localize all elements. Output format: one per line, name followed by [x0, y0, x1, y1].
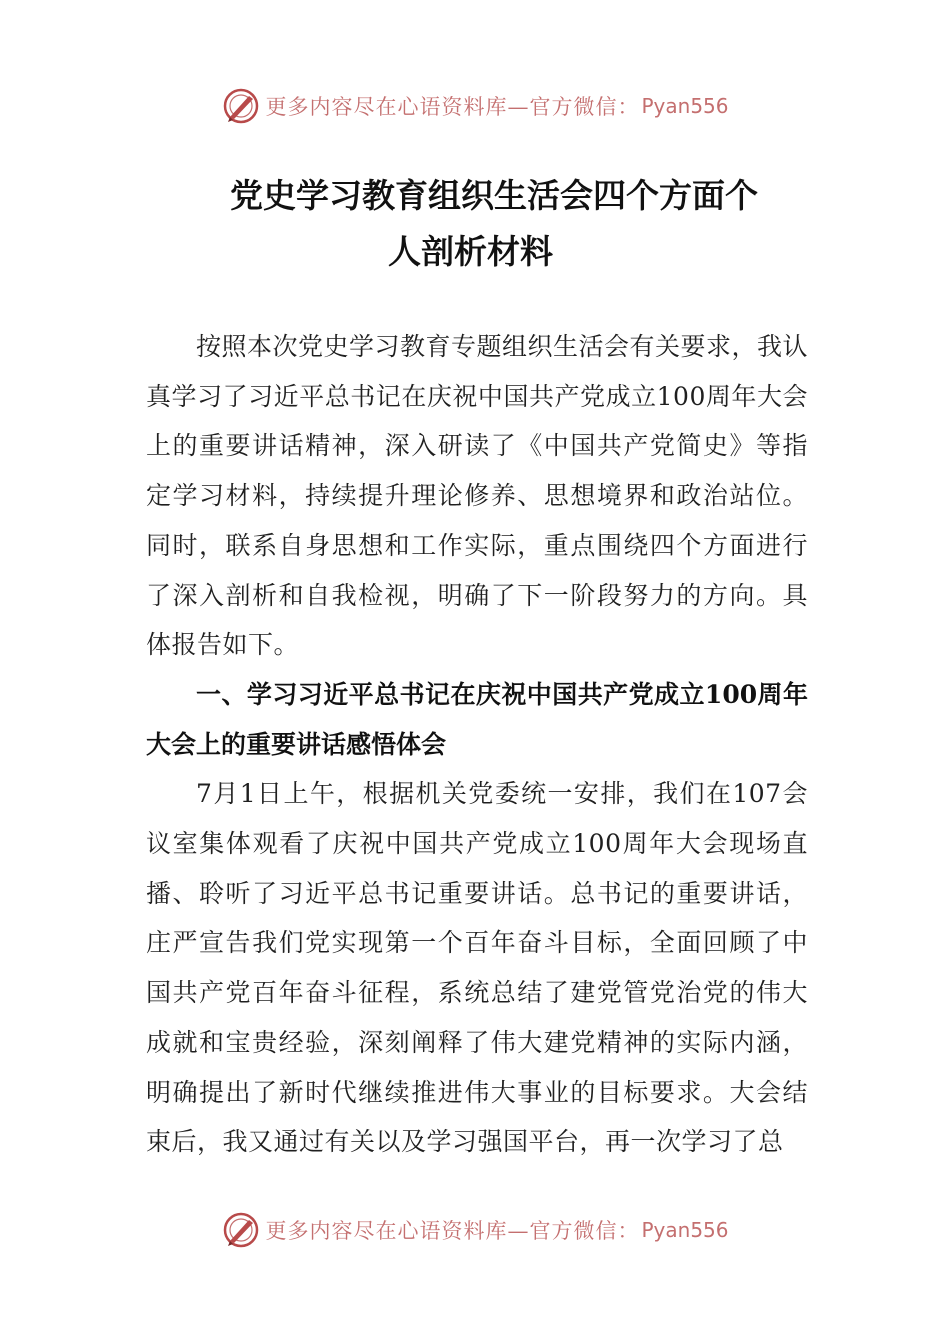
watermark-wechat-id: Pyan556	[641, 1218, 729, 1242]
watermark-text: 更多内容尽在心语资料库—官方微信：	[265, 95, 640, 119]
header-watermark	[0, 84, 950, 128]
title-line-2: 人剖析材料	[388, 232, 553, 271]
footer-watermark	[0, 1208, 950, 1252]
pen-logo-icon	[221, 86, 261, 126]
watermark-wechat-id: Pyan556	[641, 94, 729, 118]
paragraph-section1: 7月1日上午，根据机关党委统一安排，我们在107会议室集体观看了庆祝中国共产党成立100周年大会现场直播、聆听了习近平总书记重要讲话。总书记的重要讲话，庄严宣告我们党实现第一个百年奋斗目标，全面回顾了中国共产党百年奋斗征程，系统总结了建党管党治党的伟大成就和宝贵经验，深刻阐释了伟大建党精神的实际内涵，明确提出了新时代继续推进伟大事业的目标要求。大会结束后，我又通过有关以及学习强国平台，再一次学习了总	[146, 779, 808, 1157]
title-line-1: 党史学习教育组织生活会四个方面个	[230, 176, 758, 215]
pen-logo-icon	[221, 1210, 261, 1250]
watermark-text: 更多内容尽在心语资料库—官方微信：	[265, 1219, 640, 1243]
document-title	[146, 168, 806, 280]
paragraph-intro: 按照本次党史学习教育专题组织生活会有关要求，我认真学习了习近平总书记在庆祝中国共产党成立100周年大会上的重要讲话精神，深入研读了《中国共产党简史》等指定学习材料，持续提升理论修养、思想境界和政治站位。同时，联系自身思想和工作实际，重点围绕四个方面进行了深入剖析和自我检视，明确了下一阶段努力的方向。具体报告如下。	[146, 332, 809, 660]
document-body	[146, 322, 808, 1167]
section-heading-1: 一、学习习近平总书记在庆祝中国共产党成立100周年大会上的重要讲话感悟体会	[146, 679, 808, 759]
